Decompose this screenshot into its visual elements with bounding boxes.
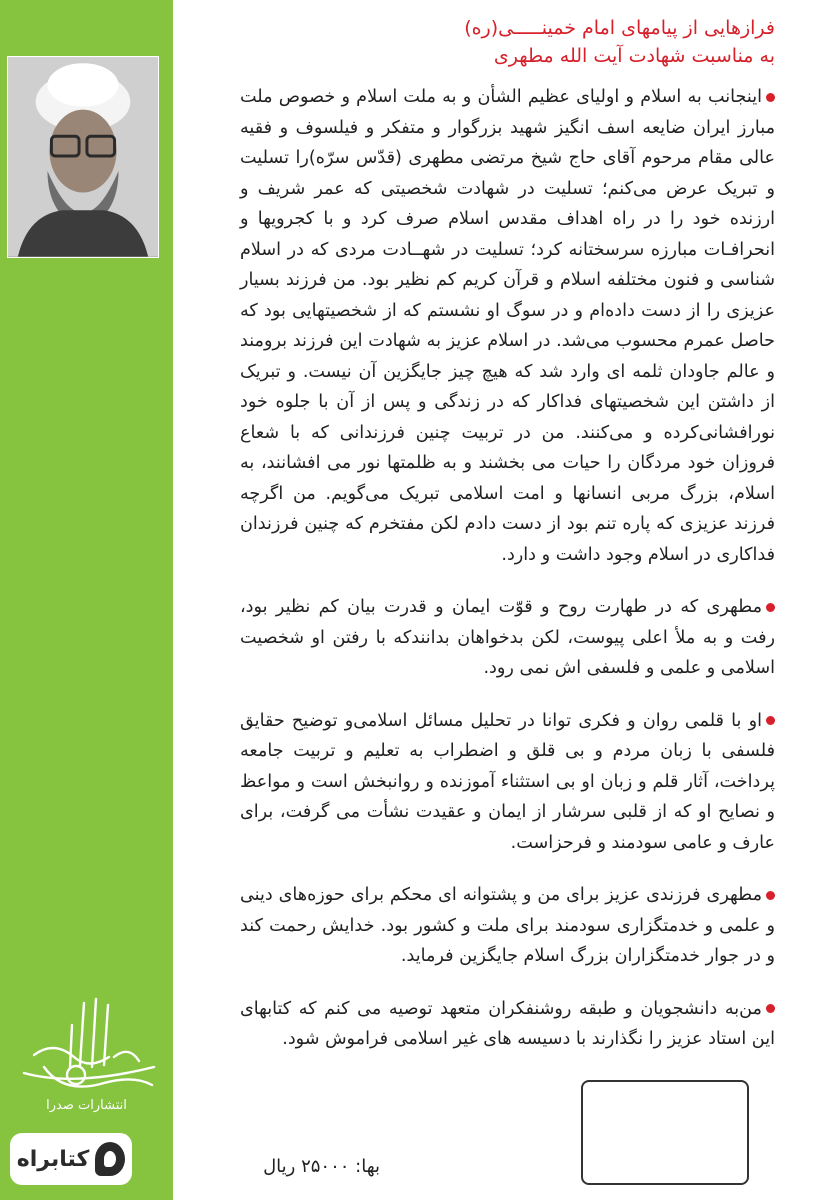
quotes-body — [240, 82, 775, 1077]
quote-text: مطهری که در طهارت روح و قوّت ایمان و قدرت بیان کم نظیر بود، رفت و به ملأ اعلی پیوست، لکن بدخواهان بدانندکه با رفتن او شخصیت اسلامی و علمی و فلسفی اش نمی رود. — [240, 597, 775, 678]
ketabrah-icon — [95, 1142, 125, 1176]
red-bullet-icon — [766, 891, 775, 900]
red-bullet-icon — [766, 603, 775, 612]
ketabrah-label: کتابراه — [16, 1146, 90, 1172]
barcode-placeholder-box — [581, 1080, 749, 1185]
heading-line-2: به مناسبت شهادت آیت الله مطهری — [493, 45, 775, 67]
author-portrait-photo — [7, 56, 159, 258]
quote-text: مطهری فرزندی عزیز برای من و پشتوانه ای محکم برای حوزه‌های دینی و علمی و خدمتگزاری سودمند برای ملت و کشور بود. خدایش رحمت کند و در جوار خدمتگزاران بزرگ اسلام جایگزین فرماید. — [240, 885, 775, 966]
heading-line-1: فرازهایی از پیامهای امام خمینـــــی(ره) — [464, 17, 775, 39]
red-bullet-icon — [766, 93, 775, 102]
portrait-figure — [8, 57, 158, 257]
page-heading — [235, 14, 775, 70]
quote-text: من‌به دانشجویان و طبقه روشنفکران متعهد توصیه می کنم که کتابهای این استاد عزیز را نگذارند با دسیسه های غیر اسلامی فراموش شود. — [240, 998, 775, 1049]
price-label: بها: ۲۵۰۰۰ ریال — [263, 1156, 380, 1177]
ketabrah-logo — [10, 1133, 132, 1185]
quote-text: اینجانب به اسلام و اولیای عظیم الشأن و به ملت اسلام و خصوص ملت مبارز ایران ضایعه اسف انگیز شهید بزرگوار و متفکر و فیلسوف و فقیه عالی مقام مرحوم آقای حاج شیخ مرتضی مطهری (قدّس سرّه)را تسلیت و تبریک عرض می‌کنم؛ تسلیت در شهادت شخصیتی که عمر شریف و ارزنده خود را در راه اهداف مقدس اسلام صرف کرد و با کجرویها و انحرافـات مبارزه سرسختانه کرد؛ تسلیت در شهــادت مردی که در اسلام شناسی و فنون مختلفه اسلام و قرآن کریم کم نظیر بود. من فرزند بسیار عزیزی را از دست داده‌ام و در سوگ او نشستم که از شخصیتهایی بود که حاصل عمرم محسوب می‌شد. در اسلام عزیز به شهادت این فرزند برومند و عالم جاودان ثلمه ای وارد شد که هیچ چیز جایگزین آن نیست. و تبریک از داشتن این شخصیتهای فداکار که در زندگی و پس از آن با جلوه خود نورافشانی‌کرده و می‌کنند. من در تربیت چنین فرزندانی که با شعاع فروزان خود مردگان را حیات می بخشند و به ظلمتها نور می افشانند، به اسلام، بزرگ مربی انسانها و امت اسلامی تبریک می‌گویم. من اگرچه فرزند عزیزی که پاره تنم بود از دست دادم لکن مفتخرم که چنین فرزندان فداکاری در اسلام وجود داشت و دارد. — [240, 87, 775, 565]
quote-paragraph — [240, 706, 775, 859]
quote-paragraph — [240, 592, 775, 684]
publisher-name: انتشارات صدرا — [46, 1098, 127, 1113]
sadra-publisher-logo — [14, 995, 159, 1120]
quote-text: او با قلمی روان و فکری توانا در تحلیل مسائل اسلامی‌و توضیح حقایق فلسفی با زبان مردم و بی قلق و اضطراب به تعلیم و تربیت جامعه پرداخت، آثار قلم و زبان او بی استثناء آموزنده و روانبخش است و مواعظ و نصایح او که از قلبی سرشار از ایمان و عقیدت نشأت می گرفت، برای عارف و عامی سودمند و فرحزاست. — [240, 710, 775, 853]
red-bullet-icon — [766, 716, 775, 725]
quote-paragraph — [240, 994, 775, 1055]
quote-paragraph — [240, 880, 775, 972]
green-sidebar — [0, 0, 173, 1200]
quote-paragraph — [240, 82, 775, 570]
red-bullet-icon — [766, 1004, 775, 1013]
